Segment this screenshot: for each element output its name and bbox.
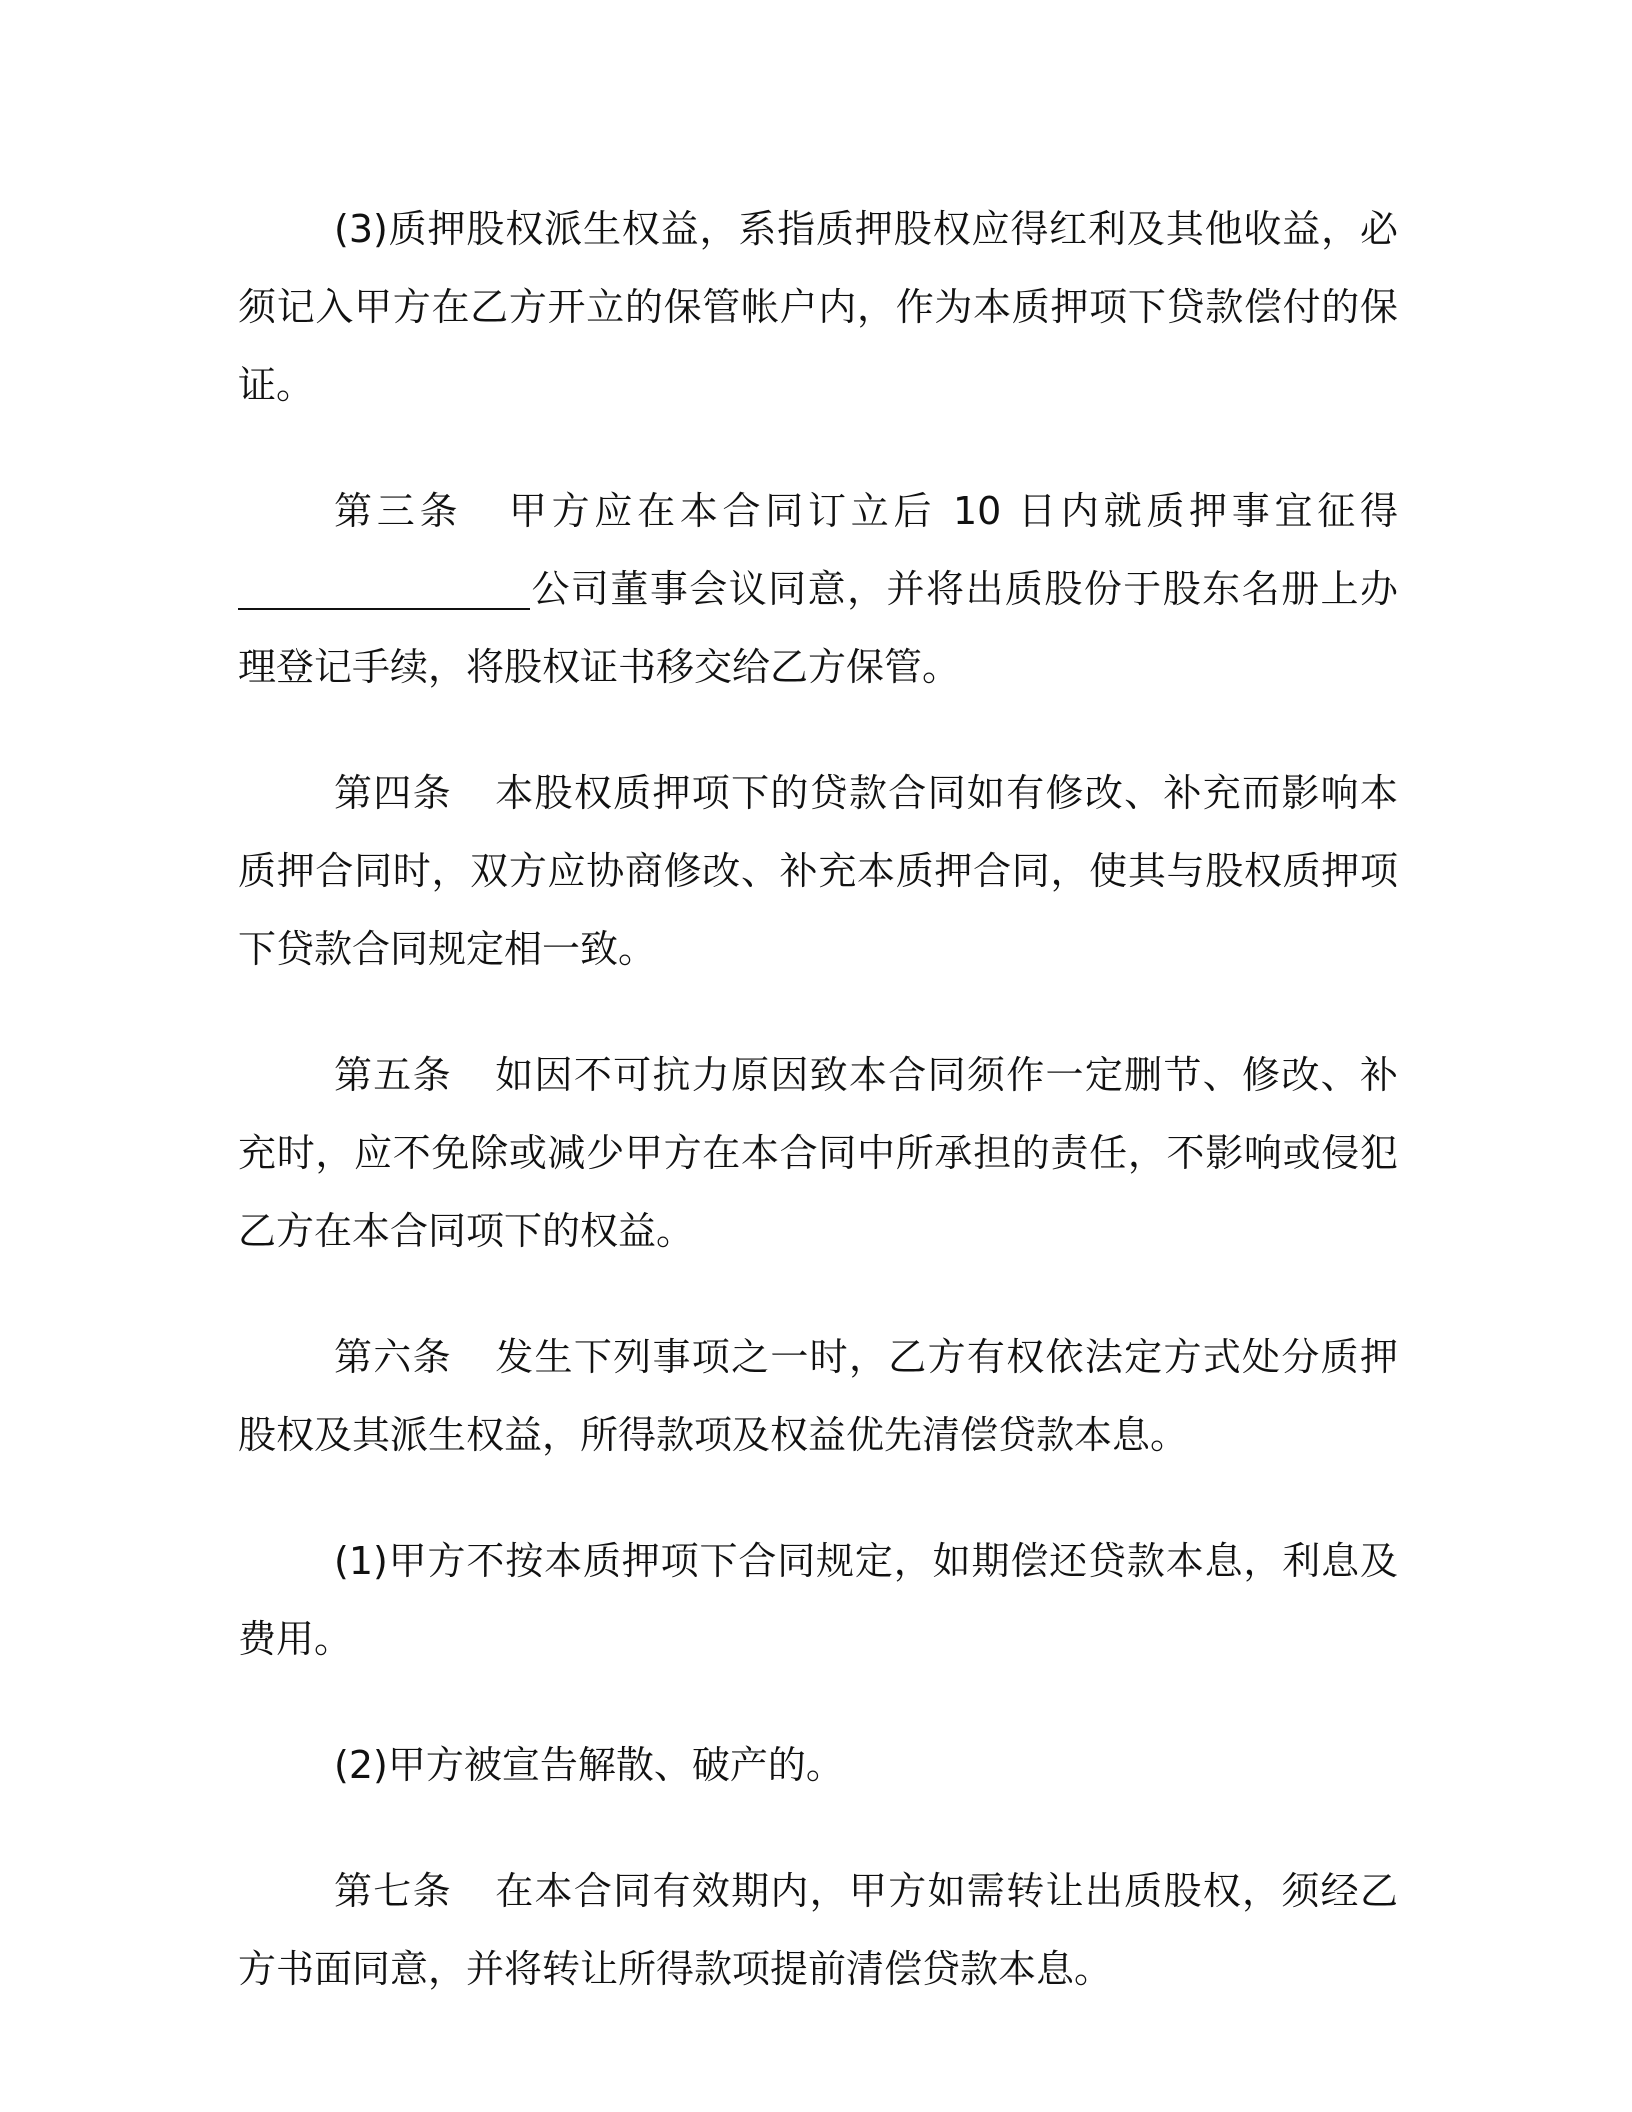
article-6	[238, 1318, 1398, 1474]
clause-text: (2)甲方被宣告解散、破产的。	[334, 1743, 844, 1787]
clause-6-item-2	[238, 1726, 1398, 1804]
clause-3-item-3	[238, 190, 1398, 424]
article-5	[238, 1036, 1398, 1270]
article-text: 发生下列事项之一时，乙方有权依法定方式处分质押股权及其派生权益，所得款项及权益优先清偿贷款本息。	[238, 1335, 1398, 1457]
article-text: 本股权质押项下的贷款合同如有修改、补充而影响本质押合同时，双方应协商修改、补充本质押合同，使其与股权质押项下贷款合同规定相一致。	[238, 771, 1398, 971]
article-label: 第六条	[334, 1335, 452, 1379]
article-label: 第五条	[334, 1053, 452, 1097]
article-text-after-blank: 公司董事会议同意，并将出质股份于股东名册上办理登记手续，将股权证书移交给乙方保管。	[238, 567, 1398, 689]
clause-text: (1)甲方不按本质押项下合同规定，如期偿还贷款本息，利息及费用。	[238, 1539, 1398, 1661]
clause-6-item-1	[238, 1522, 1398, 1678]
article-text: 在本合同有效期内，甲方如需转让出质股权，须经乙方书面同意，并将转让所得款项提前清偿贷款本息。	[238, 1869, 1398, 1991]
article-label: 第三条	[334, 489, 463, 533]
fill-in-blank-company	[238, 570, 530, 610]
article-text: 如因不可抗力原因致本合同须作一定删节、修改、补充时，应不免除或减少甲方在本合同中所承担的责任，不影响或侵犯乙方在本合同项下的权益。	[238, 1053, 1398, 1253]
article-label: 第四条	[334, 771, 452, 815]
article-7	[238, 1852, 1398, 2008]
article-label: 第七条	[334, 1869, 452, 1913]
article-text-before-blank: 甲方应在本合同订立后 10 日内就质押事宜征得	[504, 489, 1398, 533]
clause-text: (3)质押股权派生权益，系指质押股权应得红利及其他收益，必须记入甲方在乙方开立的保管帐户内，作为本质押项下贷款偿付的保证。	[238, 207, 1398, 407]
article-4	[238, 754, 1398, 988]
article-3	[238, 472, 1398, 706]
document-body	[238, 190, 1398, 2008]
